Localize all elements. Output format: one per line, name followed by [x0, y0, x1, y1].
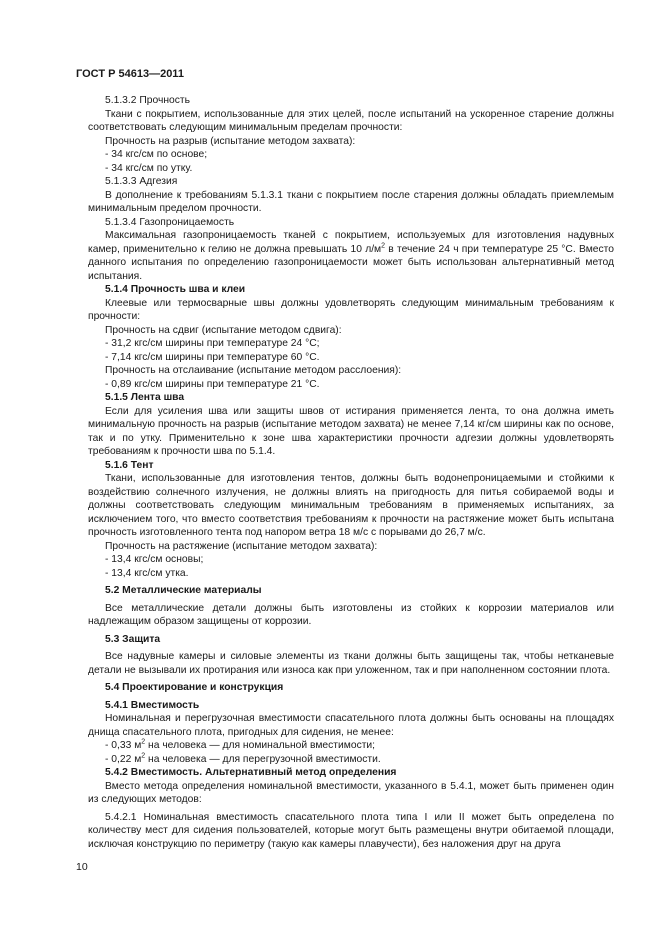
paragraph: Максимальная газопроницаемость тканей с покрытием, используемых для изготовления надувных камер, применительно к гелию не должна превышать 10 $л/м^2$ в течение 24 ч при температуре 25 °С. Вместо данного испытания по определению газопроницаемости может быть использован альтернативный метод испытания.	[88, 230, 614, 282]
paragraph: В дополнение к требованиям 5.1.3.1 ткани с покрытием после старения должны обладать приемлемым минимальным пределом прочности.	[88, 189, 614, 214]
list-item: - 0,33 $м^2$ на человека — для номинальной вместимости;	[105, 738, 376, 751]
section-5-3-title: 5.3 Защита	[105, 633, 161, 645]
section-5-1-3-4-title: 5.1.3.4 Газопроницаемость	[105, 216, 235, 228]
document-body	[88, 94, 614, 851]
paragraph: 5.4.2.1 Номинальная вместимость спасательного плота типа I или II может быть определена по количеству мест для сидения пользователей, которые могут быть размещены внутри обитаемой площади, исключая конструкцию по периметру (такую как камеры плавучести), без наложения друг на друга	[88, 811, 614, 850]
paragraph: Ткани, использованные для изготовления тентов, должны быть водонепроницаемыми и стойкими к воздействию солнечного излучения, не должны влиять на пригодность для питья собираемой воды и должны соответствовать следующим минимальным требованиям в применяемых испытаниях, за исключением того, что вместо соответствия требованиям к прочности на растяжение может быть испытана прочность изготовленного тента под напором ветра 18 м/с с порывами до 26,7 м/с.	[88, 473, 614, 538]
paragraph: Ткани с покрытием, использованные для этих целей, после испытаний на ускоренное старение должны соответствовать следующим минимальным пределам прочности:	[88, 108, 614, 133]
section-5-1-5-title: 5.1.5 Лента шва	[105, 392, 185, 403]
list-item: - 13,4 кгс/см основы;	[105, 554, 204, 565]
paragraph: Все металлические детали должны быть изготовлены из стойких к коррозии материалов или надлежащим образом защищены от коррозии.	[88, 602, 614, 627]
paragraph: Прочность на сдвиг (испытание методом сдвига):	[105, 324, 342, 336]
paragraph: Клеевые или термосварные швы должны удовлетворять следующим минимальным требованиям к прочности:	[88, 297, 614, 322]
paragraph: Вместо метода определения номинальной вместимости, указанного в 5.4.1, может быть применен один из следующих методов:	[88, 780, 614, 805]
section-5-1-6-title: 5.1.6 Тент	[105, 459, 154, 471]
paragraph: Все надувные камеры и силовые элементы из ткани должны быть защищены так, чтобы нетканевые детали не вызывали их протирания или износа как при уложенном, так и при наполненном состоянии плота.	[88, 651, 614, 676]
paragraph: Прочность на отслаивание (испытание методом расслоения):	[105, 365, 402, 376]
section-5-4-title: 5.4 Проектирование и конструкция	[105, 682, 284, 693]
paragraph: Прочность на разрыв (испытание методом захвата):	[105, 135, 356, 147]
section-5-1-3-3-title: 5.1.3.3 Адгезия	[105, 176, 178, 187]
paragraph: Если для усиления шва или защиты швов от истирания применяется лента, то она должна иметь минимальную прочность на разрыв (испытание методом захвата) не менее 7,14 кг/см ширины как по основе, так и по утку. Применительно к зоне шва характеристики прочности адгезии должны удовлетворять требованиям к прочности шва по 5.1.4.	[88, 405, 614, 457]
list-item: - 31,2 кгс/см ширины при температуре 24 °С;	[105, 338, 320, 349]
section-5-2-title: 5.2 Металлические материалы	[105, 585, 262, 596]
list-item: - 0,22 $м^2$ на человека — для перегрузочной вместимости.	[105, 752, 381, 765]
list-item: - 7,14 кгс/см ширины при температуре 60 °С.	[105, 351, 320, 363]
list-item: - 0,89 кгс/см ширины при температуре 21 °С.	[105, 378, 320, 390]
page-number: 10	[76, 861, 88, 873]
section-5-1-4-title: 5.1.4 Прочность шва и клеи	[105, 284, 246, 295]
section-5-4-2-title: 5.4.2 Вместимость. Альтернативный метод определения	[105, 767, 397, 778]
list-item: - 34 кгс/см по утку.	[105, 162, 193, 174]
list-item: - 13,4 кгс/см утка.	[105, 567, 189, 579]
section-5-1-3-2-title: 5.1.3.2 Прочность	[105, 95, 190, 106]
paragraph: Номинальная и перегрузочная вместимости спасательного плота должны быть основаны на площадях днища спасательного плота, пригодных для сидения, не менее:	[88, 713, 614, 738]
document-header: ГОСТ Р 54613—2011	[76, 68, 184, 80]
list-item: - 34 кгс/см по основе;	[105, 149, 208, 160]
section-5-4-1-title: 5.4.1 Вместимость	[105, 699, 200, 711]
paragraph: Прочность на растяжение (испытание методом захвата):	[105, 540, 378, 552]
